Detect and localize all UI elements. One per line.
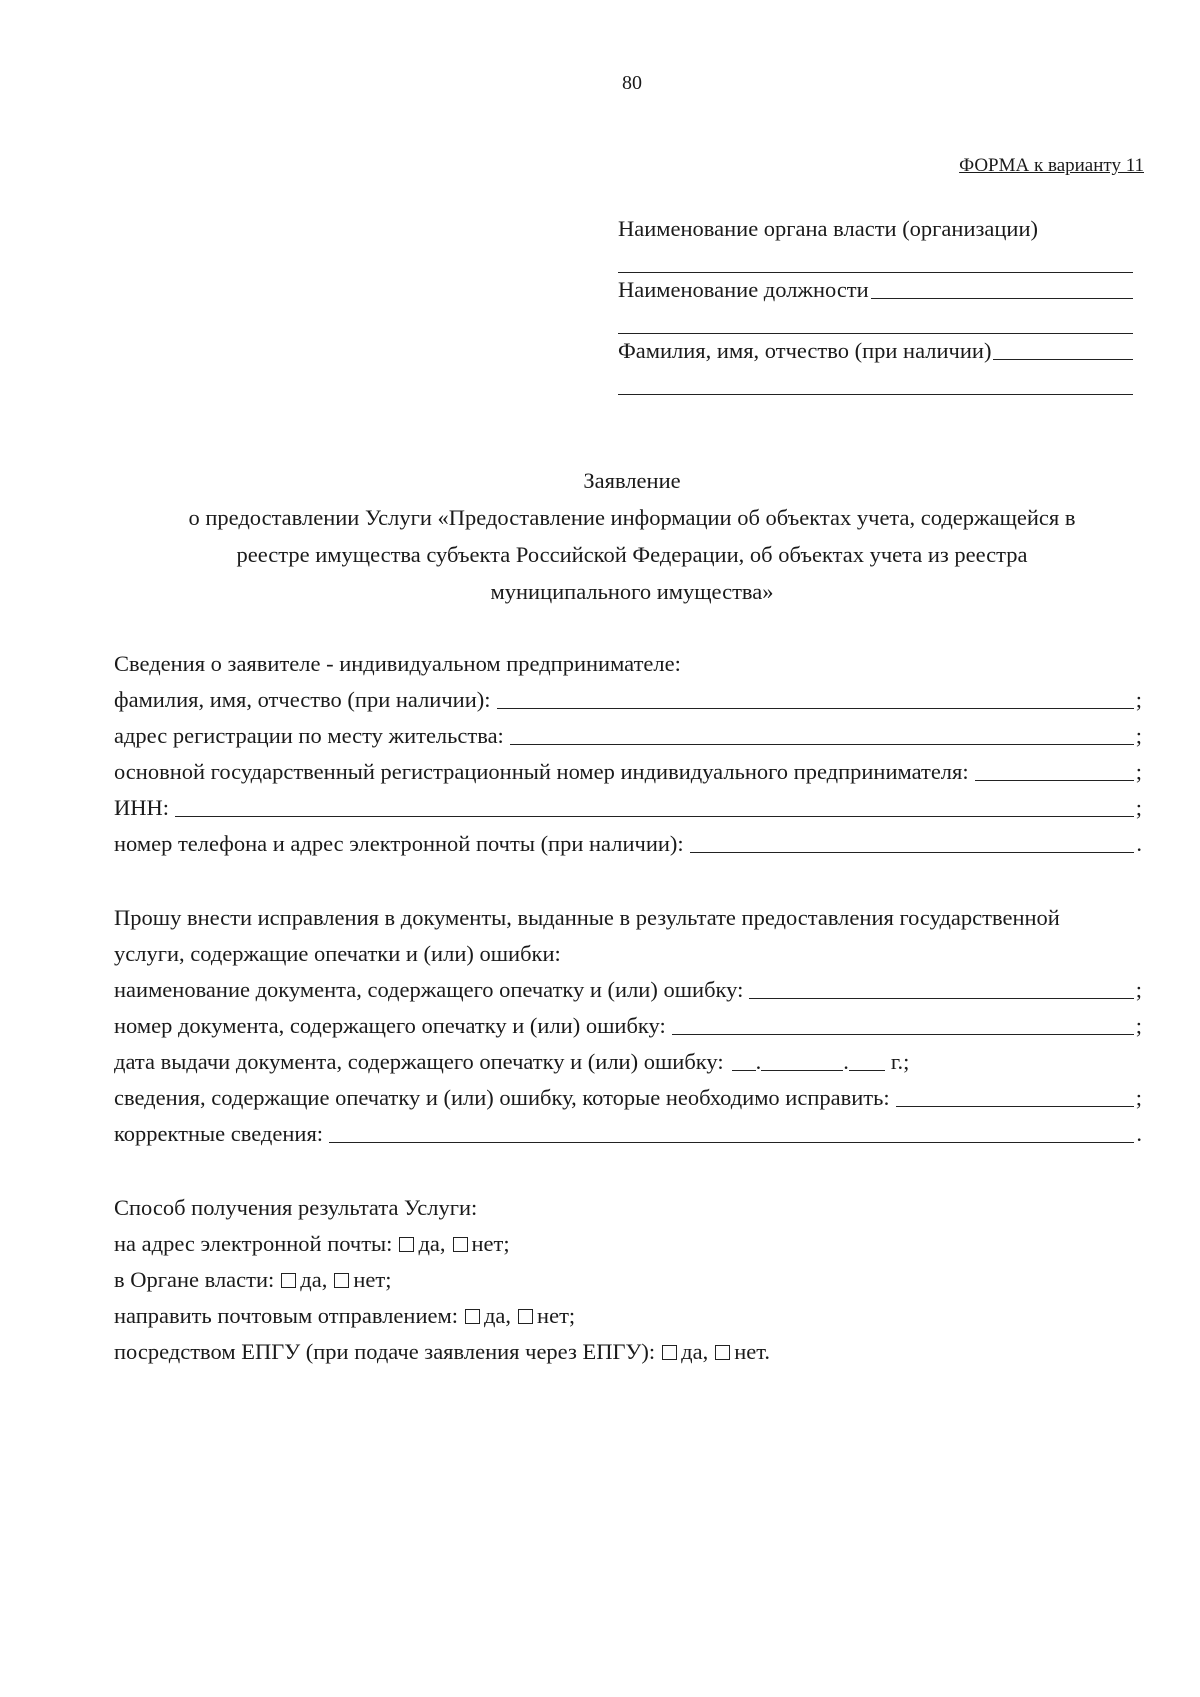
applicant-field-address [114, 718, 1142, 754]
delivery-epgu-yes[interactable] [662, 1334, 708, 1370]
delivery-epgu-label: посредством ЕПГУ (при подаче заявления через ЕПГУ): [114, 1339, 656, 1364]
correction-wrong-info-end: ; [1135, 1085, 1142, 1110]
correction-doc-name [114, 972, 1142, 1008]
recipient-name-field[interactable] [993, 336, 1133, 360]
applicant-name-input[interactable] [497, 707, 1134, 709]
correction-wrong-info-input[interactable] [896, 1105, 1134, 1107]
delivery-email-label: на адрес электронной почты: [114, 1231, 393, 1256]
checkbox-icon[interactable] [518, 1309, 533, 1324]
recipient-org-line [618, 214, 1133, 244]
recipient-block [618, 214, 1133, 397]
checkbox-icon[interactable] [334, 1273, 349, 1288]
title-line-3: муниципального имущества» [490, 579, 774, 604]
applicant-inn-end: ; [1135, 795, 1142, 820]
applicant-contacts-input[interactable] [690, 851, 1135, 853]
title-heading: Заявление [583, 468, 681, 493]
applicant-name-label: фамилия, имя, отчество (при наличии): [114, 687, 491, 712]
correction-doc-number [114, 1008, 1142, 1044]
delivery-heading [114, 1190, 1142, 1226]
applicant-ogrnip-input[interactable] [975, 779, 1134, 781]
correction-correct-info-end: . [1136, 1121, 1142, 1146]
delivery-option-post [114, 1298, 1142, 1334]
applicant-ogrnip-label: основной государственный регистрационный номер индивидуального предпринимателя: [114, 759, 969, 784]
applicant-address-label: адрес регистрации по месту жительства: [114, 723, 504, 748]
applicant-contacts-end: . [1136, 831, 1142, 856]
recipient-name-label: Фамилия, имя, отчество (при наличии) [618, 338, 992, 363]
applicant-field-name [114, 682, 1142, 718]
delivery-email-yes[interactable] [399, 1226, 445, 1262]
checkbox-icon[interactable] [281, 1273, 296, 1288]
recipient-org-label: Наименование органа власти (организации) [618, 216, 1038, 241]
correction-doc-number-end: ; [1135, 1013, 1142, 1038]
delivery-heading-text: Способ получения результата Услуги: [114, 1195, 478, 1220]
applicant-field-inn [114, 790, 1142, 826]
recipient-org-field[interactable] [618, 244, 1133, 273]
correction-correct-info [114, 1116, 1142, 1152]
delivery-section [114, 1190, 1142, 1370]
applicant-heading-text: Сведения о заявителе - индивидуальном предпринимателе: [114, 651, 681, 676]
checkbox-icon[interactable] [662, 1345, 677, 1360]
checkbox-icon[interactable] [453, 1237, 468, 1252]
delivery-office-no-label: нет; [353, 1267, 392, 1292]
delivery-office-label: в Органе власти: [114, 1267, 275, 1292]
correction-wrong-info [114, 1080, 1142, 1116]
delivery-post-yes[interactable] [465, 1298, 511, 1334]
delivery-option-office [114, 1262, 1142, 1298]
recipient-position-field-extra[interactable] [618, 305, 1133, 334]
recipient-position-line [618, 275, 1133, 305]
correction-correct-info-input[interactable] [329, 1141, 1134, 1143]
correction-intro-text-1: Прошу внести исправления в документы, выданные в результате предоставления государственной [114, 905, 1060, 930]
delivery-epgu-no-label: нет. [734, 1339, 770, 1364]
delivery-option-epgu [114, 1334, 1142, 1370]
applicant-contacts-label: номер телефона и адрес электронной почты (при наличии): [114, 831, 684, 856]
applicant-inn-input[interactable] [175, 815, 1134, 817]
date-day-input[interactable] [732, 1069, 756, 1071]
delivery-office-yes-label: да, [300, 1267, 328, 1292]
recipient-name-line [618, 336, 1133, 366]
correction-correct-info-label: корректные сведения: [114, 1121, 324, 1146]
form-tag: ФОРМА к варианту 11 [959, 155, 1144, 176]
correction-doc-name-input[interactable] [749, 997, 1133, 999]
correction-intro-1 [114, 900, 1142, 936]
date-month-input[interactable] [761, 1069, 843, 1071]
recipient-position-field[interactable] [871, 275, 1133, 299]
delivery-epgu-no[interactable] [715, 1334, 770, 1370]
correction-doc-date [114, 1044, 1142, 1080]
recipient-name-field-extra[interactable] [618, 366, 1133, 395]
title-line-2: реестре имущества субъекта Российской Федерации, об объектах учета из реестра [236, 542, 1028, 567]
checkbox-icon[interactable] [715, 1345, 730, 1360]
correction-doc-date-label: дата выдачи документа, содержащего опечатку и (или) ошибку: [114, 1049, 724, 1074]
delivery-email-no-label: нет; [471, 1231, 510, 1256]
date-sep-1: . [755, 1049, 762, 1074]
applicant-address-input[interactable] [510, 743, 1134, 745]
page-number: 80 [622, 72, 642, 94]
checkbox-icon[interactable] [399, 1237, 414, 1252]
delivery-epgu-yes-label: да, [681, 1339, 709, 1364]
applicant-name-end: ; [1135, 687, 1142, 712]
delivery-post-yes-label: да, [483, 1303, 512, 1328]
delivery-post-no-label: нет; [537, 1303, 576, 1328]
delivery-email-yes-label: да, [418, 1231, 446, 1256]
delivery-option-email [114, 1226, 1142, 1262]
applicant-address-end: ; [1135, 723, 1142, 748]
correction-doc-number-input[interactable] [672, 1033, 1134, 1035]
date-sep-2: . [843, 1049, 849, 1074]
delivery-post-label: направить почтовым отправлением: [114, 1303, 458, 1328]
title-line-1: о предоставлении Услуги «Предоставление информации об объектах учета, содержащейся в [188, 505, 1076, 530]
delivery-office-yes[interactable] [281, 1262, 327, 1298]
applicant-inn-label: ИНН: [114, 795, 169, 820]
delivery-office-no[interactable] [334, 1262, 391, 1298]
applicant-ogrnip-end: ; [1135, 759, 1142, 784]
applicant-field-ogrnip [114, 754, 1142, 790]
correction-section [114, 900, 1142, 1152]
correction-wrong-info-label: сведения, содержащие опечатку и (или) ошибку, которые необходимо исправить: [114, 1085, 890, 1110]
correction-doc-name-label: наименование документа, содержащего опечатку и (или) ошибку: [114, 977, 744, 1002]
correction-doc-number-label: номер документа, содержащего опечатку и (или) ошибку: [114, 1013, 666, 1038]
correction-intro-2 [114, 936, 1142, 972]
applicant-field-contacts [114, 826, 1142, 862]
recipient-position-label: Наименование должности [618, 277, 869, 302]
correction-intro-text-2: услуги, содержащие опечатки и (или) ошибки: [114, 941, 561, 966]
correction-doc-name-end: ; [1135, 977, 1142, 1002]
delivery-email-no[interactable] [453, 1226, 510, 1262]
document-title [120, 462, 1144, 610]
checkbox-icon[interactable] [465, 1309, 480, 1324]
date-year-suffix: г.; [890, 1049, 910, 1074]
applicant-section [114, 646, 1142, 862]
applicant-heading [114, 646, 1142, 682]
date-year-input[interactable] [849, 1069, 885, 1071]
delivery-post-no[interactable] [518, 1298, 575, 1334]
